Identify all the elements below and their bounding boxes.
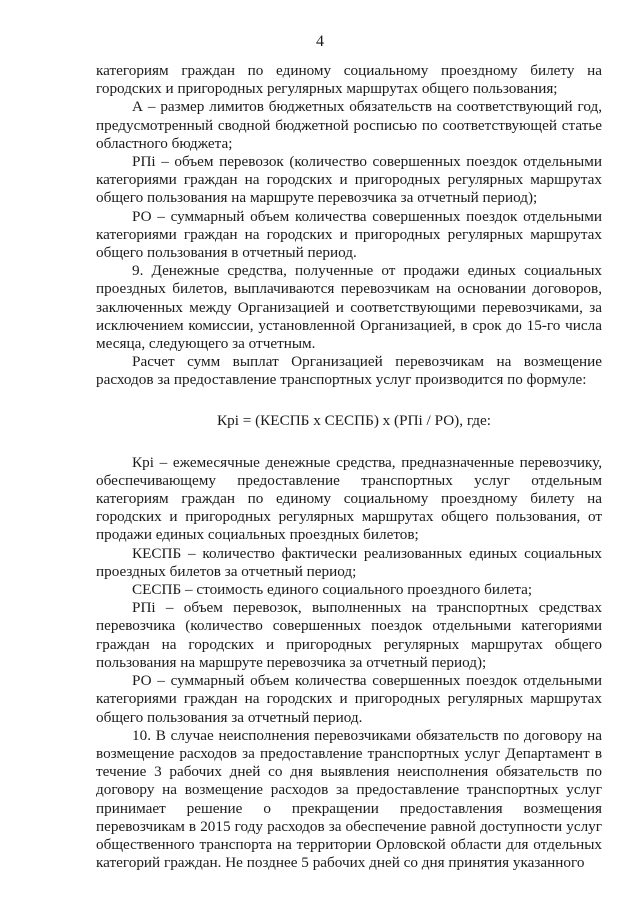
paragraph-definition-ro: РО – суммарный объем количества совершенных поездок отдельными категориями граждан на городских и пригородных регулярных маршрутах общего пользования в отчетный период. <box>96 207 602 262</box>
paragraph-item-10: 10. В случае неисполнения перевозчиками обязательств по договору на возмещение расходов за предоставление транспортных услуг Департамент в течение 3 рабочих дней со дня выявления неисполнения обязательств по договору на возмещение расходов за предоставление транспортных услуг принимает решение о прекращении предоставления возмещения перевозчикам в 2015 году расходов за обеспечение равной доступности услуг общественного транспорта на территории Орловской области для отдельных категорий граждан. Не позднее 5 рабочих дней со дня принятия указанного <box>96 726 602 872</box>
formula: Крi = (КЕСПБ х СЕСПБ) х (РПi / РО), где: <box>217 411 491 429</box>
paragraph-definition-a: А – размер лимитов бюджетных обязательств на соответствующий год, предусмотренный сводной бюджетной росписью по соответствующей статье областного бюджета; <box>96 98 602 152</box>
paragraph-definition-kespb: КЕСПБ – количество фактически реализованных единых социальных проездных билетов за отчетный период; <box>96 544 602 580</box>
paragraph-definition-kri: Крi – ежемесячные денежные средства, предназначенные перевозчику, обеспечивающему предоставление транспортных услуг отдельным категориям граждан по единому социальному проездному билету на городских и пригородных регулярных маршрутах общего пользования, от продажи единых социальных проездных билетов; <box>96 453 602 544</box>
paragraph-calculation-intro: Расчет сумм выплат Организацией перевозчикам на возмещение расходов за предоставление транспортных услуг производится по формуле: <box>96 353 602 389</box>
paragraph-continuation: категориям граждан по единому социальному проездному билету на городских и пригородных регулярных маршрутах общего пользования; <box>96 62 602 98</box>
paragraph-definition-ro-2: РО – суммарный объем количества совершенных поездок отдельными категориями граждан на городских и пригородных регулярных маршрутах общего пользования за отчетный период. <box>96 672 602 726</box>
paragraph-item-9: 9. Денежные средства, полученные от продажи единых социальных проездных билетов, выплачиваются перевозчикам на основании договоров, заключенных между Организацией и соответствующими перевозчиками, за исключением комиссии, установленной Организацией, в срок до 15-го числа месяца, следующего за отчетным. <box>96 262 602 353</box>
page-number: 4 <box>316 33 324 50</box>
paragraph-definition-rpi: РПi – объем перевозок (количество совершенных поездок отдельными категориями граждан на городских и пригородных регулярных маршрутах общего пользования на маршруте перевозчика за отчетный период); <box>96 153 602 207</box>
document-body <box>96 62 602 872</box>
paragraph-definition-rpi-2: РПi – объем перевозок, выполненных на транспортных средствах перевозчика (количество совершенных поездок отдельными категориями граждан на городских и пригородных регулярных маршрутах общего пользования на маршруте перевозчика за отчетный период); <box>96 599 602 671</box>
paragraph-definition-sespb: СЕСПБ – стоимость единого социального проездного билета; <box>132 581 533 599</box>
